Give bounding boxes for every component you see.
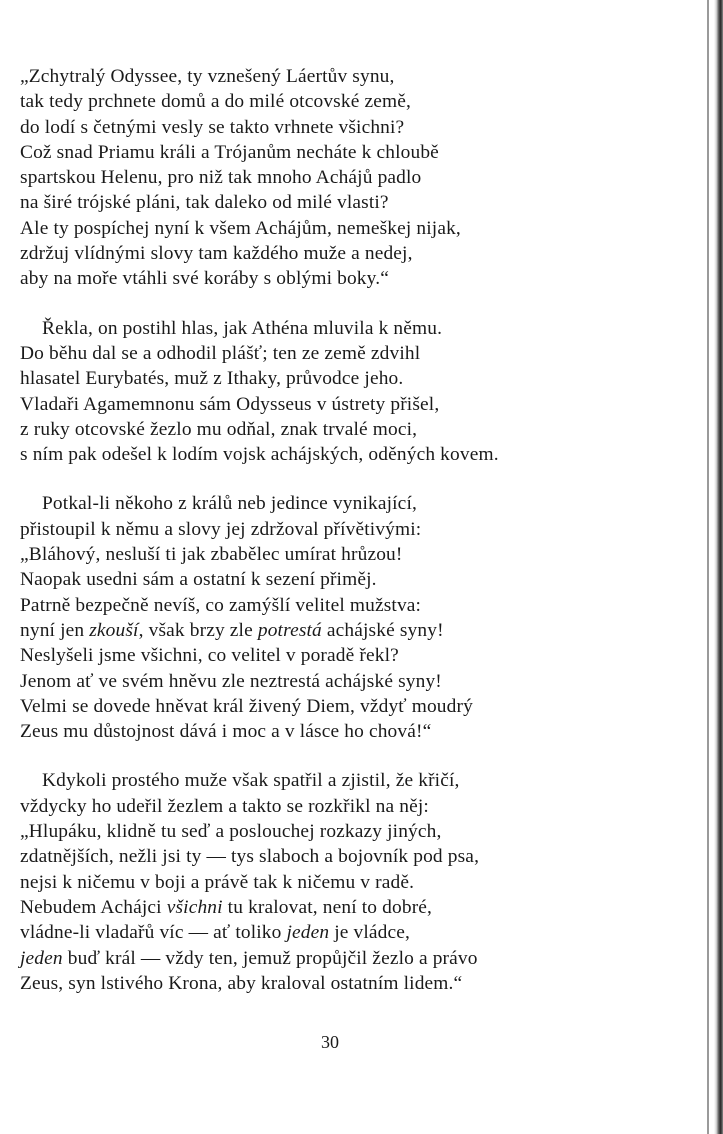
verse-text: nyní jen	[20, 619, 90, 641]
verse-line	[20, 392, 700, 417]
verse-text: Zeus, syn lstivého Krona, aby kraloval ostatním lidem.“	[20, 972, 463, 994]
poem-text	[20, 64, 700, 1020]
verse-text: z ruky otcovské žezlo mu odňal, znak trvalé moci,	[20, 418, 418, 440]
verse-line	[20, 844, 700, 869]
verse-line	[20, 216, 700, 241]
verse-text: Vladaři Agamemnonu sám Odysseus v ústrety přišel,	[20, 393, 440, 415]
verse-text: Nebudem Achájci	[20, 896, 167, 918]
verse-line	[20, 89, 700, 114]
verse-line	[20, 593, 700, 618]
verse-text: Zeus mu důstojnost dává i moc a v lásce ho chová!“	[20, 721, 432, 743]
verse-line	[20, 618, 700, 643]
verse-text: aby na moře vtáhli své koráby s oblými boky.“	[20, 268, 389, 290]
verse-text: Neslyšeli jsme všichni, co velitel v poradě řekl?	[20, 645, 399, 667]
verse-line	[20, 946, 700, 971]
verse-text: vládne-li vladařů víc — ať toliko	[20, 922, 287, 944]
binding-shadow-line	[707, 0, 709, 1134]
stanza	[20, 768, 700, 996]
verse-text: Do běhu dal se a odhodil plášť; ten ze země zdvihl	[20, 342, 421, 364]
verse-line	[20, 190, 700, 215]
stanza	[20, 491, 700, 744]
verse-text: Ale ty pospíchej nyní k všem Achájům, nemeškej nijak,	[20, 217, 461, 239]
verse-text: „Bláhový, nesluší ti jak zbabělec umírat hrůzou!	[20, 544, 403, 566]
verse-line	[20, 768, 700, 793]
verse-text: buď král — vždy ten, jemuž propůjčil žezlo a právo	[62, 947, 478, 969]
verse-text: Což snad Priamu králi a Trójanům necháte k chloubě	[20, 141, 439, 163]
verse-text: zdržuj vlídnými slovy tam každého muže a nedej,	[20, 243, 413, 265]
verse-line	[20, 115, 700, 140]
verse-line	[20, 870, 700, 895]
verse-line	[20, 971, 700, 996]
verse-line	[20, 64, 700, 89]
verse-text: Velmi se dovede hněvat král živený Diem, vždyť moudrý	[20, 695, 473, 717]
binding-edge	[714, 0, 723, 1134]
verse-text: tu kralovat, není to dobré,	[222, 896, 433, 918]
verse-line	[20, 442, 700, 467]
verse-line	[20, 895, 700, 920]
verse-text: nejsi k ničemu v boji a právě tak k ničemu v radě.	[20, 871, 415, 893]
emphasized-word: potrestá	[257, 619, 322, 641]
emphasized-word: jeden	[20, 947, 63, 969]
verse-text: Jenom ať ve svém hněvu zle neztrestá achájské syny!	[20, 670, 442, 692]
verse-line	[20, 669, 700, 694]
stanza	[20, 316, 700, 468]
verse-line	[20, 517, 700, 542]
verse-text: vždycky ho udeřil žezlem a takto se rozkřikl na něj:	[20, 795, 429, 817]
verse-text: „Zchytralý Odyssee, ty vznešený Láertův synu,	[20, 66, 395, 87]
verse-line	[20, 341, 700, 366]
verse-line	[20, 794, 700, 819]
verse-text: spartskou Helenu, pro niž tak mnoho Achájů padlo	[20, 167, 422, 189]
verse-text: Potkal-li někoho z králů neb jedince vynikající,	[42, 493, 417, 515]
verse-line	[20, 316, 700, 341]
verse-line	[20, 643, 700, 668]
verse-line	[20, 491, 700, 516]
verse-text: do lodí s četnými vesly se takto vrhnete všichni?	[20, 116, 405, 138]
verse-line	[20, 920, 700, 945]
verse-line	[20, 165, 700, 190]
verse-text: achájské syny!	[321, 619, 444, 641]
verse-text: zdatnějších, nežli jsi ty — tys slaboch a bojovník pod psa,	[20, 846, 480, 868]
verse-line	[20, 542, 700, 567]
verse-line	[20, 140, 700, 165]
verse-line	[20, 719, 700, 744]
verse-text: s ním pak odešel k lodím vojsk achájských, oděných kovem.	[20, 444, 499, 466]
verse-line	[20, 241, 700, 266]
emphasized-word: všichni	[166, 896, 223, 918]
verse-text: Patrně bezpečně nevíš, co zamýšlí velitel mužstva:	[20, 594, 422, 616]
verse-line	[20, 694, 700, 719]
verse-text: , však brzy zle	[138, 619, 258, 641]
verse-text: Řekla, on postihl hlas, jak Athéna mluvila k němu.	[42, 317, 443, 339]
verse-text: Kdykoli prostého muže však spatřil a zjistil, že křičí,	[42, 770, 460, 792]
verse-line	[20, 819, 700, 844]
emphasized-word: zkouší	[89, 619, 139, 641]
verse-text: tak tedy prchnete domů a do milé otcovské země,	[20, 91, 411, 113]
verse-text: hlasatel Eurybatés, muž z Ithaky, průvodce jeho.	[20, 368, 404, 390]
verse-line	[20, 266, 700, 291]
stanza	[20, 64, 700, 292]
verse-line	[20, 567, 700, 592]
verse-line	[20, 366, 700, 391]
verse-text: je vládce,	[329, 922, 411, 944]
verse-line	[20, 417, 700, 442]
verse-text: „Hlupáku, klidně tu seď a poslouchej rozkazy jiných,	[20, 821, 442, 843]
page-number: 30	[321, 1032, 339, 1052]
verse-text: na širé trójské pláni, tak daleko od milé vlasti?	[20, 192, 389, 214]
emphasized-word: jeden	[286, 922, 330, 944]
verse-text: Naopak usedni sám a ostatní k sezení přiměj.	[20, 569, 377, 591]
verse-text: přistoupil k němu a slovy jej zdržoval přívětivými:	[20, 518, 422, 540]
